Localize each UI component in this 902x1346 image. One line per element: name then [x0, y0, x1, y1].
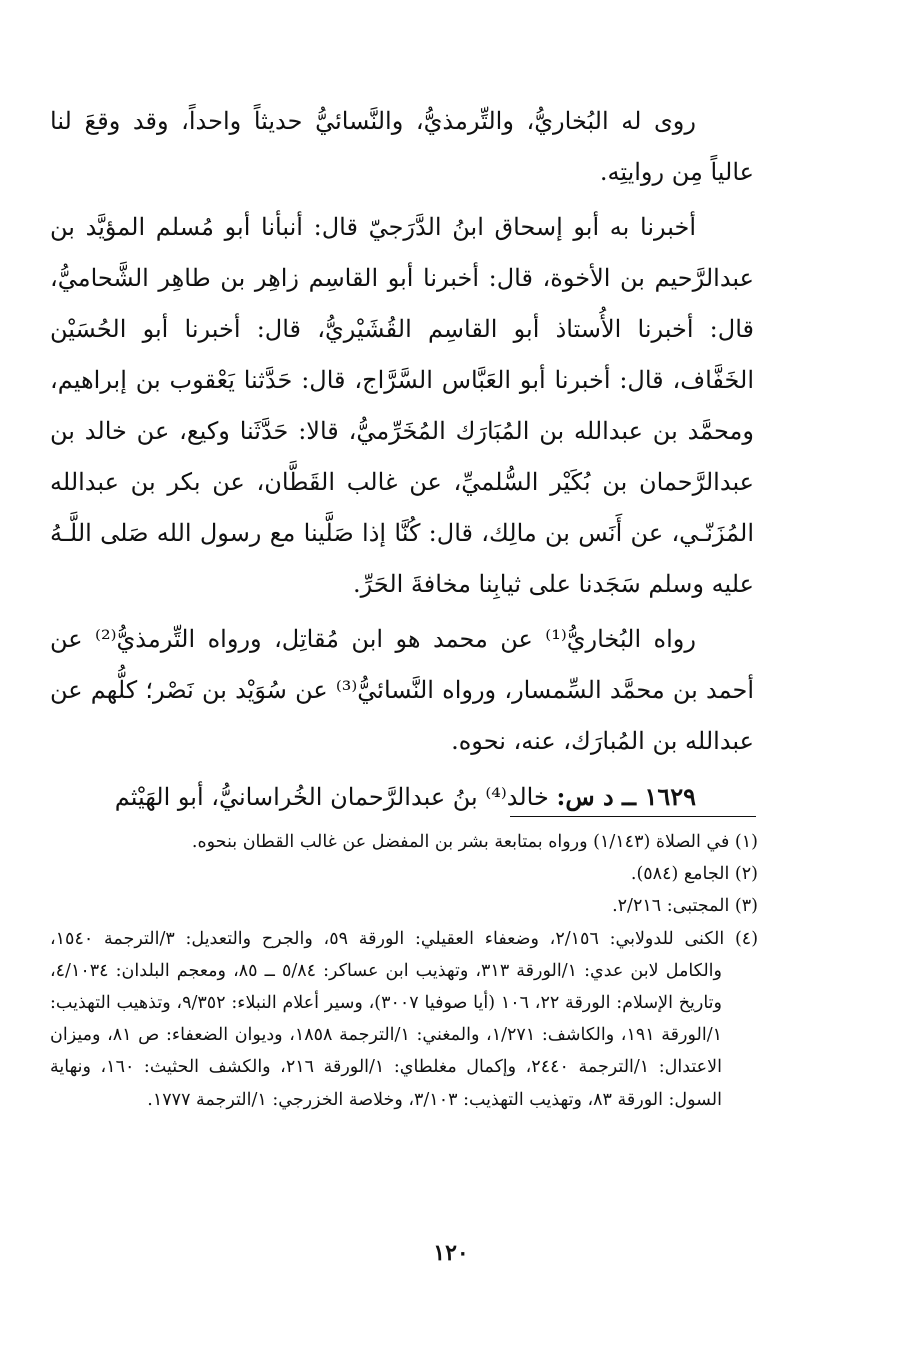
- paragraph-narration: روى له البُخاريُّ، والتِّرمذيُّ، والنَّسائيُّ حديثاً واحداً، وقد وقعَ لنا عالياً مِن روايتِه.: [50, 107, 754, 186]
- entry-text: خالد⁽⁴⁾ بنُ عبدالرَّحمان الخُراسانيُّ، أبو الهَيْثم: [114, 783, 549, 811]
- footnote-1: (١) في الصلاة (١/١٤٣) ورواه بمتابعة بشر بن المفضل عن غالب القطان بنحوه.: [191, 832, 758, 852]
- footnotes: [50, 826, 758, 1116]
- footnote-3: (٣) المجتبى: ٢/٢١٦.: [612, 896, 758, 917]
- footnote-2: (٢) الجامع (٥٨٤).: [630, 864, 758, 885]
- footnote-separator: [510, 816, 756, 817]
- footnote-4: (٤) الكنى للدولابي: ٢/١٥٦، وضعفاء العقيلي: الورقة ٥٩، والجرح والتعديل: ٣/الترجمة ١٥٤٠، والكامل لابن عدي: ١/الورقة ٣١٣، وتهذيب ابن عساكر: ٥/٨٤ ــ ٨٥، ومعجم البلدان: ٤/١٠٣٤، وتاريخ الإسلام: الورقة ٢٢، ١٠٦ (أيا صوفيا ٣٠٠٧)، وسير أعلام النبلاء: ٩/٣٥٢، وتذهيب التهذيب: ١/الورقة ١٩١، والكاشف: ١/٢٧١، والمغني: ١/الترجمة ١٨٥٨، وديوان الضعفاء: ص ٨١، وميزان الاعتدال: ١/الترجمة ٢٤٤٠، وإكمال مغلطاي: ١/الورقة ٢١٦، والكشف الحثيث: ١٦٠، ونهاية السول: الورقة ٨٣، وتهذيب التهذيب: ٣/١٠٣، وخلاصة الخزرجي: ١/الترجمة ١٧٧٧.: [50, 928, 759, 1110]
- page-number: ١٢٠: [433, 1240, 469, 1266]
- paragraph-sources: رواه البُخاريُّ⁽¹⁾ عن محمد هو ابن مُقاتِل، ورواه التِّرمذيُّ⁽²⁾ عن أحمد بن محمَّد السِّمسار، ورواه النَّسائيُّ⁽³⁾ عن سُوَيْد بن نَصْر؛ كلُّهم عن عبدالله بن المُبارَك، عنه، نحوه.: [50, 625, 755, 755]
- paragraph-hadith-chain: أخبرنا به أبو إسحاق ابنُ الدَّرَجيّ قال: أنبأنا أبو مُسلم المؤيَّد بن عبدالرَّحيم بن الأخوة، قال: أخبرنا أبو القاسِم زاهِر بن طاهِر الشَّحاميُّ، قال: أخبرنا الأُستاذ أبو القاسِم القُشَيْريُّ، قال: أخبرنا أبو الحُسَيْن الخَفَّاف، قال: أخبرنا أبو العَبَّاس السَّرَّاج، قال: حَدَّثنا يَعْقوب بن إبراهيم، ومحمَّد بن عبدالله بن المُبَارَك المُخَرِّميُّ، قالا: حَدَّثَنا وكيع، عن خالد بن عبدالرَّحمان بن بُكَيْر السُّلميِّ، عن غالب القَطَّان، عن بكر بن عبدالله المُزَنّـي، عن أَنَس بن مالِك، قال: كُنَّا إذا صَلَّينا مع رسول الله صَلى اللَّـهُ عليه وسلم سَجَدنا على ثيابِنا مخافةَ الحَرِّ.: [50, 213, 754, 598]
- main-text: [50, 96, 754, 823]
- entry-number: ١٦٢٩ ــ د س:: [556, 782, 696, 811]
